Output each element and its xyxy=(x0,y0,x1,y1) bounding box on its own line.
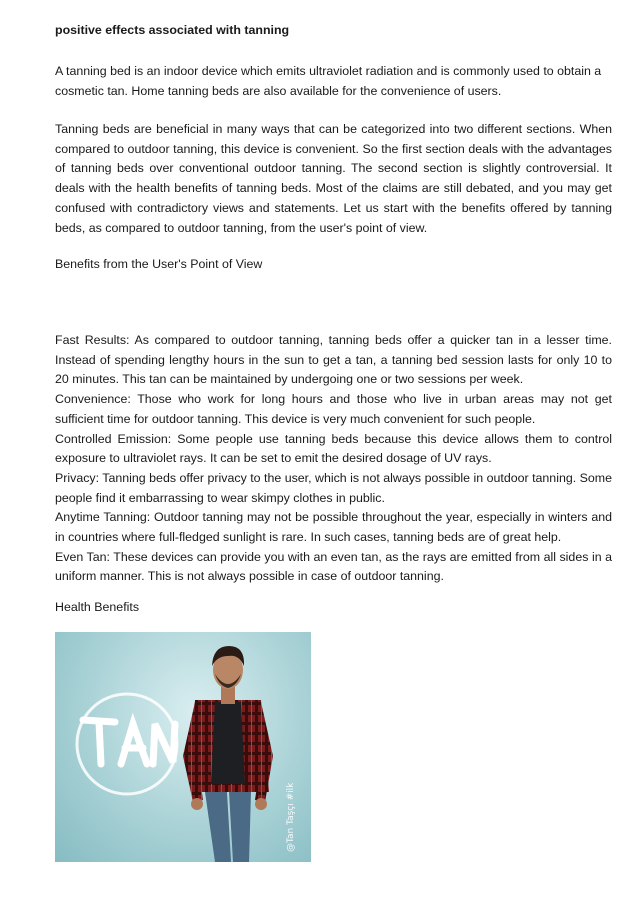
photo-credit: @Tan Taşçı #ilk xyxy=(286,782,296,852)
benefit-item: Fast Results: As compared to outdoor tanning, tanning beds offer a quicker tan in a lesser time. Instead of spending lengthy hours in the sun to get a tan, a tanning bed session lasts for only 10 to 20 minutes. This tan can be maintained by undergoing one or two sessions per week. xyxy=(55,333,612,387)
tan-logo-icon xyxy=(83,720,175,764)
person-tshirt xyxy=(211,702,245,784)
benefit-item: Even Tan: These devices can provide you with an even tan, as the rays are emitted from all sides in a uniform manner. This is not always possible in case of outdoor tanning. xyxy=(55,549,612,584)
benefit-item: Convenience: Those who work for long hours and those who live in urban areas may not get sufficient time for outdoor tanning. This device is very much convenient for such people. xyxy=(55,392,612,426)
benefits-list xyxy=(55,331,612,587)
intro-paragraph: A tanning bed is an indoor device which emits ultraviolet radiation and is commonly used to obtain a cosmetic tan. Home tanning beds are also available for the convenience of users. xyxy=(55,64,602,98)
benefit-item: Privacy: Tanning beds offer privacy to the user, which is not always possible in outdoor tanning. Some people find it embarrassing to wear skimpy clothes in public. xyxy=(55,470,612,505)
benefit-item: Controlled Emission: Some people use tanning beds because this device allows them to control exposure to ultraviolet rays. It can be set to emit the desired dosage of UV rays. xyxy=(55,431,612,466)
person-hand-left xyxy=(191,798,203,810)
promo-photo xyxy=(55,632,311,862)
section-heading-user: Benefits from the User's Point of View xyxy=(55,257,263,271)
person-jeans xyxy=(205,792,251,862)
benefit-item: Anytime Tanning: Outdoor tanning may not be possible throughout the year, especially in winters and in countries where full-fledged sunlight is rare. In such cases, tanning beds are of great help. xyxy=(55,510,612,545)
document-title: positive effects associated with tanning xyxy=(55,23,290,37)
intro-paragraph: Tanning beds are beneficial in many ways that can be categorized into two different sections. When compared to outdoor tanning, this device is convenient. So the first section deals with the advantages of tanning beds over conventional outdoor tanning. The second section is slightly controversial. It deals with the health benefits of tanning beds. Most of the claims are still debated, and you may get confused with contradictory views and statements. Let us start with the benefits offered by tanning beds, as compared to outdoor tanning, from the user's point of view. xyxy=(55,122,612,235)
person-hand-right xyxy=(255,798,267,810)
section-heading-health: Health Benefits xyxy=(55,600,140,614)
promo-photo-art xyxy=(55,632,311,862)
